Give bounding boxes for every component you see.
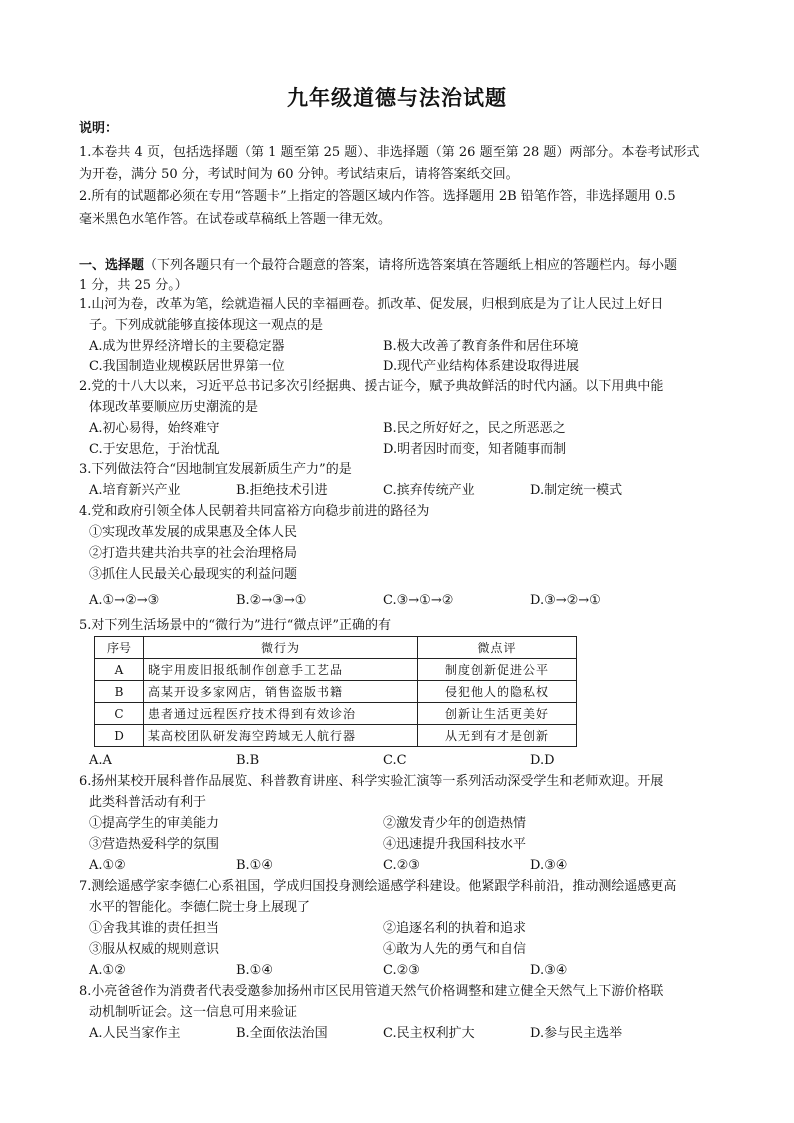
q4-item-1: ①实现改革发展的成果惠及全体人民 (89, 525, 298, 540)
q1-option-b: B.极大改善了教育条件和居住环境 (383, 339, 579, 354)
q6-item-4: ④迅速提升我国科技水平 (383, 837, 527, 852)
q6-item-3: ③营造热爱科学的氛围 (89, 837, 220, 852)
q1-stem-2: 子。下列成就能够直接体现这一观点的是 (89, 318, 324, 333)
q5-table (94, 636, 577, 747)
q2-stem-1: 2.党的十八大以来，习近平总书记多次引经据典、援古证今，赋予典故鲜活的时代内涵。以下用典中能 (79, 379, 664, 394)
q7-item-4: ④敢为人先的勇气和自信 (383, 942, 527, 957)
q4-item-3: ③抓住人民最关心最现实的利益问题 (89, 567, 298, 582)
q4-item-2: ②打造共建共治共享的社会治理格局 (89, 546, 298, 561)
table-cell: A (95, 659, 144, 681)
q2-stem-2: 体现改革要顺应历史潮流的是 (89, 400, 259, 415)
q1-option-d: D.现代产业结构体系建设取得进展 (383, 359, 580, 374)
q6-item-2: ②激发青少年的创造热情 (383, 816, 527, 831)
q8-stem-1: 8.小亮爸爸作为消费者代表受邀参加扬州市区民用管道天然气价格调整和建立健全天然气上下游价格联 (79, 984, 664, 999)
table-cell: 晓宇用废旧报纸制作创意手工艺品 (144, 659, 418, 681)
q7-option-c: C.②③ (383, 963, 420, 978)
table-cell: B (95, 681, 144, 703)
table-row (95, 681, 577, 703)
section-1-header (79, 257, 677, 275)
section-1-heading: 一、选择题 (79, 258, 145, 273)
table-cell: 某高校团队研发海空跨域无人航行器 (144, 725, 418, 747)
table-cell: 制度创新促进公平 (418, 659, 577, 681)
q8-stem-2: 动机制听证会。这一信息可用来验证 (89, 1005, 298, 1020)
q6-option-d: D.③④ (530, 858, 568, 873)
section-1-desc-2: 1 分，共 25 分。） (79, 278, 188, 293)
q2-option-a: A.初心易得，始终难守 (89, 421, 220, 436)
table-cell: D (95, 725, 144, 747)
q1-stem-1: 1.山河为卷，改革为笔，绘就造福人民的幸福画卷。抓改革、促发展，归根到底是为了让人民过上好日 (79, 297, 664, 312)
q6-item-1: ①提高学生的审美能力 (89, 816, 220, 831)
q6-stem-2: 此类科普活动有利于 (89, 795, 207, 810)
q8-option-a: A.人民当家作主 (89, 1026, 181, 1041)
q7-option-a: A.①② (89, 963, 126, 978)
q3-option-b: B.拒绝技术引进 (236, 483, 328, 498)
q6-stem-1: 6.扬州某校开展科普作品展览、科普教育讲座、科学实验汇演等一系列活动深受学生和老师欢迎。开展 (79, 774, 664, 789)
instructions-line-4: 毫米黑色水笔作答。在试卷或草稿纸上答题一律无效。 (79, 212, 392, 227)
q7-item-3: ③服从权威的规则意识 (89, 942, 220, 957)
q6-option-b: B.①④ (236, 858, 273, 873)
q7-item-2: ②追逐名利的执着和追求 (383, 921, 527, 936)
table-header-cell: 微行为 (144, 637, 418, 659)
q5-option-b: B.B (236, 753, 260, 768)
q2-option-b: B.民之所好好之，民之所恶恶之 (383, 421, 566, 436)
q6-option-a: A.①② (89, 858, 126, 873)
q5-stem-1: 5.对下列生活场景中的“微行为”进行“微点评”正确的有 (79, 618, 391, 633)
page-title: 九年级道德与法治试题 (287, 85, 507, 110)
q4-option-c: C.③→①→② (383, 593, 454, 608)
table-row (95, 703, 577, 725)
q8-option-d: D.参与民主选举 (530, 1026, 623, 1041)
q1-option-c: C.我国制造业规模跃居世界第一位 (89, 359, 285, 374)
table-header-cell: 序号 (95, 637, 144, 659)
table-cell: 患者通过远程医疗技术得到有效诊治 (144, 703, 418, 725)
table-row (95, 725, 577, 747)
q7-option-b: B.①④ (236, 963, 273, 978)
table-row (95, 659, 577, 681)
q3-stem-1: 3.下列做法符合“因地制宜发展新质生产力”的是 (79, 462, 352, 477)
table-cell: 创新让生活更美好 (418, 703, 577, 725)
q1-option-a: A.成为世界经济增长的主要稳定器 (89, 339, 285, 354)
q4-option-a: A.①→②→③ (89, 593, 160, 608)
q7-option-d: D.③④ (530, 963, 568, 978)
q7-item-1: ①舍我其谁的责任担当 (89, 921, 220, 936)
q3-option-c: C.摈弃传统产业 (383, 483, 475, 498)
instructions-line-2: 为开卷，满分 50 分，考试时间为 60 分钟。考试结束后，请将答案纸交回。 (79, 167, 519, 182)
q4-option-b: B.②→③→① (236, 593, 307, 608)
table-header-cell: 微点评 (418, 637, 577, 659)
q8-option-c: C.民主权利扩大 (383, 1026, 475, 1041)
q7-stem-1: 7.测绘遥感学家李德仁心系祖国，学成归国投身测绘遥感学科建设。他紧跟学科前沿，推动测绘遥感更高 (79, 879, 677, 894)
q2-option-d: D.明者因时而变，知者随事而制 (383, 442, 567, 457)
q4-stem-1: 4.党和政府引领全体人民朝着共同富裕方向稳步前进的路径为 (79, 504, 430, 519)
instructions-line-1: 1.本卷共 4 页，包括选择题（第 1 题至第 25 题）、非选择题（第 26 题至第 28 题）两部分。本卷考试形式 (79, 145, 700, 160)
table-cell: 高某开设多家网店，销售盗版书籍 (144, 681, 418, 703)
table-header-row (95, 637, 577, 659)
instructions-line-3: 2.所有的试题都必须在专用“答题卡”上指定的答题区域内作答。选择题用 2B 铅笔作答，非选择题用 0.5 (79, 189, 676, 204)
q5-option-c: C.C (383, 753, 407, 768)
q3-option-a: A.培育新兴产业 (89, 483, 181, 498)
q8-option-b: B.全面依法治国 (236, 1026, 328, 1041)
q3-option-d: D.制定统一模式 (530, 483, 623, 498)
q4-option-d: D.③→②→① (530, 593, 601, 608)
q7-stem-2: 水平的智能化。李德仁院士身上展现了 (89, 900, 311, 915)
q6-option-c: C.②③ (383, 858, 420, 873)
table-cell: C (95, 703, 144, 725)
table-cell: 从无到有才是创新 (418, 725, 577, 747)
q2-option-c: C.于安思危，于治忧乱 (89, 442, 220, 457)
q5-option-a: A.A (89, 753, 112, 768)
q5-option-d: D.D (530, 753, 555, 768)
table-cell: 侵犯他人的隐私权 (418, 681, 577, 703)
instructions-heading: 说明： (79, 121, 119, 136)
section-1-desc: （下列各题只有一个最符合题意的答案，请将所选答案填在答题纸上相应的答题栏内。每小题 (144, 258, 678, 273)
